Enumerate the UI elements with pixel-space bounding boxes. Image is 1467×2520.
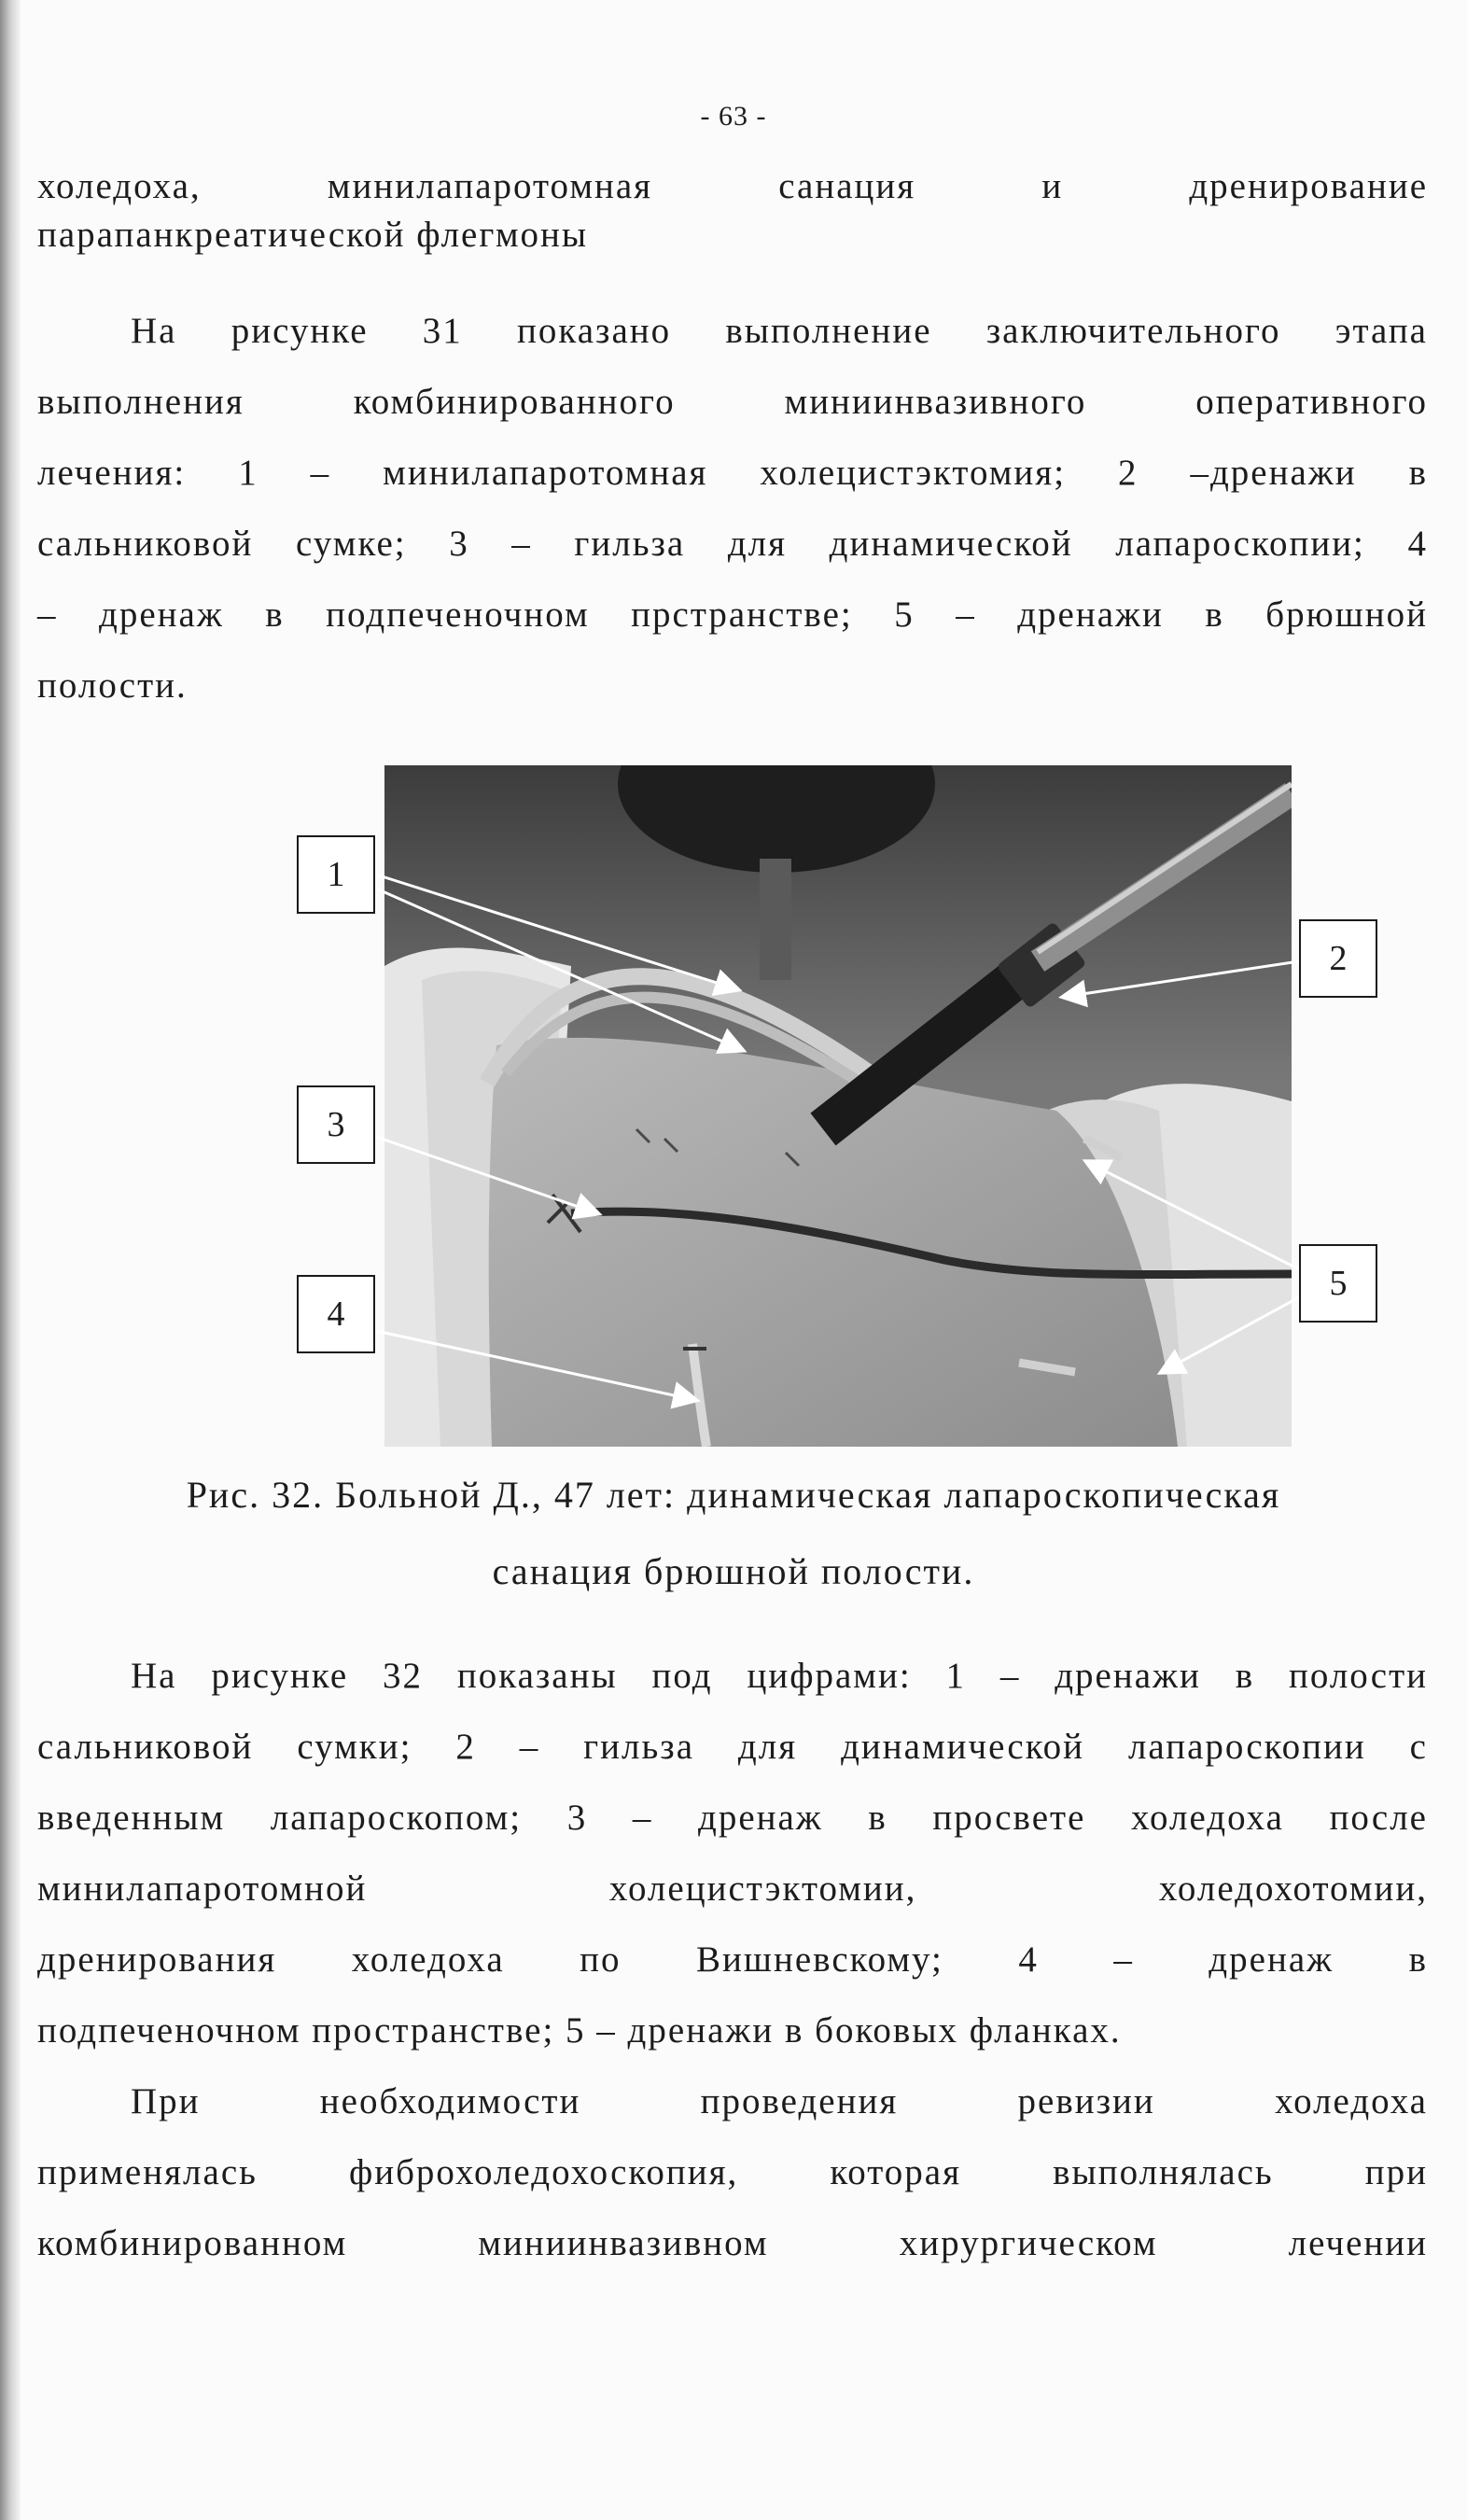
text-line: дренирования холедоха по Вишневскому; 4 – дренаж в [37,1939,1428,1980]
text-line: полости. [37,665,188,706]
text-line: применялась фиброхоледохоскопия, которая выполнялась при [37,2152,1428,2192]
text-line: сальниковой сумке; 3 – гильза для динамической лапароскопии; 4 [37,524,1428,564]
page-number: - 63 - [700,101,767,132]
figure-label-5: 5 [1299,1244,1377,1323]
text-line: парапанкреатической флегмоны [37,215,589,255]
figure-label-2: 2 [1299,919,1377,998]
text-line: лечения: 1 – минилапаротомная холецистэктомия; 2 –дренажи в [37,453,1428,493]
text-line: холедоха, минилапаротомная санация и дренирование [37,166,1428,206]
figure-label-3: 3 [297,1085,375,1164]
text-line: подпеченочном пространстве; 5 – дренажи в боковых фланках. [37,2010,1122,2051]
figure-label-1: 1 [297,835,375,914]
text-line: выполнения комбинированного миниинвазивного оперативного [37,382,1428,422]
text-line: При необходимости проведения ревизии холедоха [131,2081,1428,2121]
text-line: На рисунке 31 показано выполнение заключительного этапа [131,311,1428,351]
text-line: минилапаротомной холецистэктомии, холедохотомии, [37,1869,1428,1909]
text-line: На рисунке 32 показаны под цифрами: 1 – дренажи в полости [131,1656,1428,1696]
text-line: введенным лапароскопом; 3 – дренаж в просвете холедоха после [37,1798,1428,1838]
text-line: – дренаж в подпеченочном прстранстве; 5 – дренажи в брюшной [37,595,1428,635]
paragraph-4 [37,2074,1428,2287]
figure-caption-line-1: Рис. 32. Больной Д., 47 лет: динамическая лапароскопическая [186,1474,1281,1516]
figure-caption-line-2: санация брюшной полости. [492,1550,975,1592]
text-line: сальниковой сумки; 2 – гильза для динамической лапароскопии с [37,1727,1428,1767]
text-line: комбинированном миниинвазивном хирургическом лечении [37,2223,1428,2263]
figure-label-4: 4 [297,1275,375,1353]
paragraph-3 [37,1648,1428,2074]
